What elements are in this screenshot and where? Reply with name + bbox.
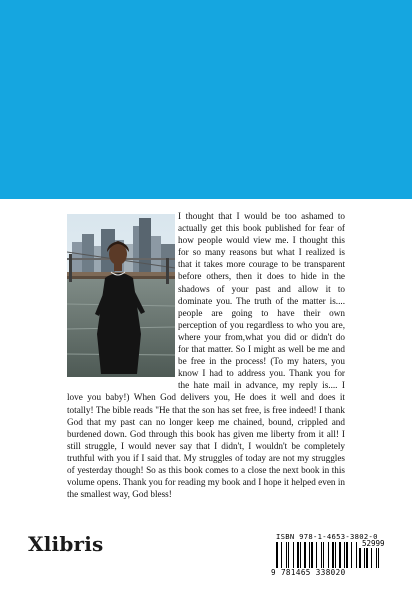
top-color-band — [0, 0, 412, 199]
barcode — [268, 530, 390, 580]
photo-text-wrap-spacer — [67, 210, 178, 383]
publisher-logo: Xlibris — [28, 532, 104, 556]
blurb-text: I thought that I would be too ashamed to actually get this book published for fear of how people would view me. I thought this for so many reasons but what I realized is that it takes more courage to be transparent before others, then it does to hide in the shadows of your past and allow it to dominate you. The truth of the matter is.... people are going to have their own perception of you regardless to who you are, where your from,what you did or didn't do for that matter. So I might as well be me and be free in the process! (To my haters, you know I had to address you. Thank you for the hate mail in advance, my reply is.... I love you baby!) When God delivers you, He does it well and does it totally! The bible reads "He that the son has set free, is free indeed! I thank God that my past can no longer keep me chained, bound, crippled and burdened down. God through this book has given me liberty from it all! I still struggle, I would never say that I didn't, I wouldn't be completely truthful with you if I said that. My struggles of today are not my struggles of yesterday though! So as this book comes to a close the next book in this volume opens. Thank you for reading my book and I hope it helped even in the smallest way, God bless! — [67, 211, 345, 500]
isbn-label: ISBN 978-1-4653-3802-0 — [276, 532, 378, 541]
ean-barcode-bars — [276, 542, 358, 568]
back-cover-blurb — [67, 210, 345, 500]
addon-barcode-bars — [359, 548, 384, 568]
ean-digits: 9 781465 338020 — [271, 568, 346, 577]
price-addon-digits: 52999 — [362, 539, 385, 548]
